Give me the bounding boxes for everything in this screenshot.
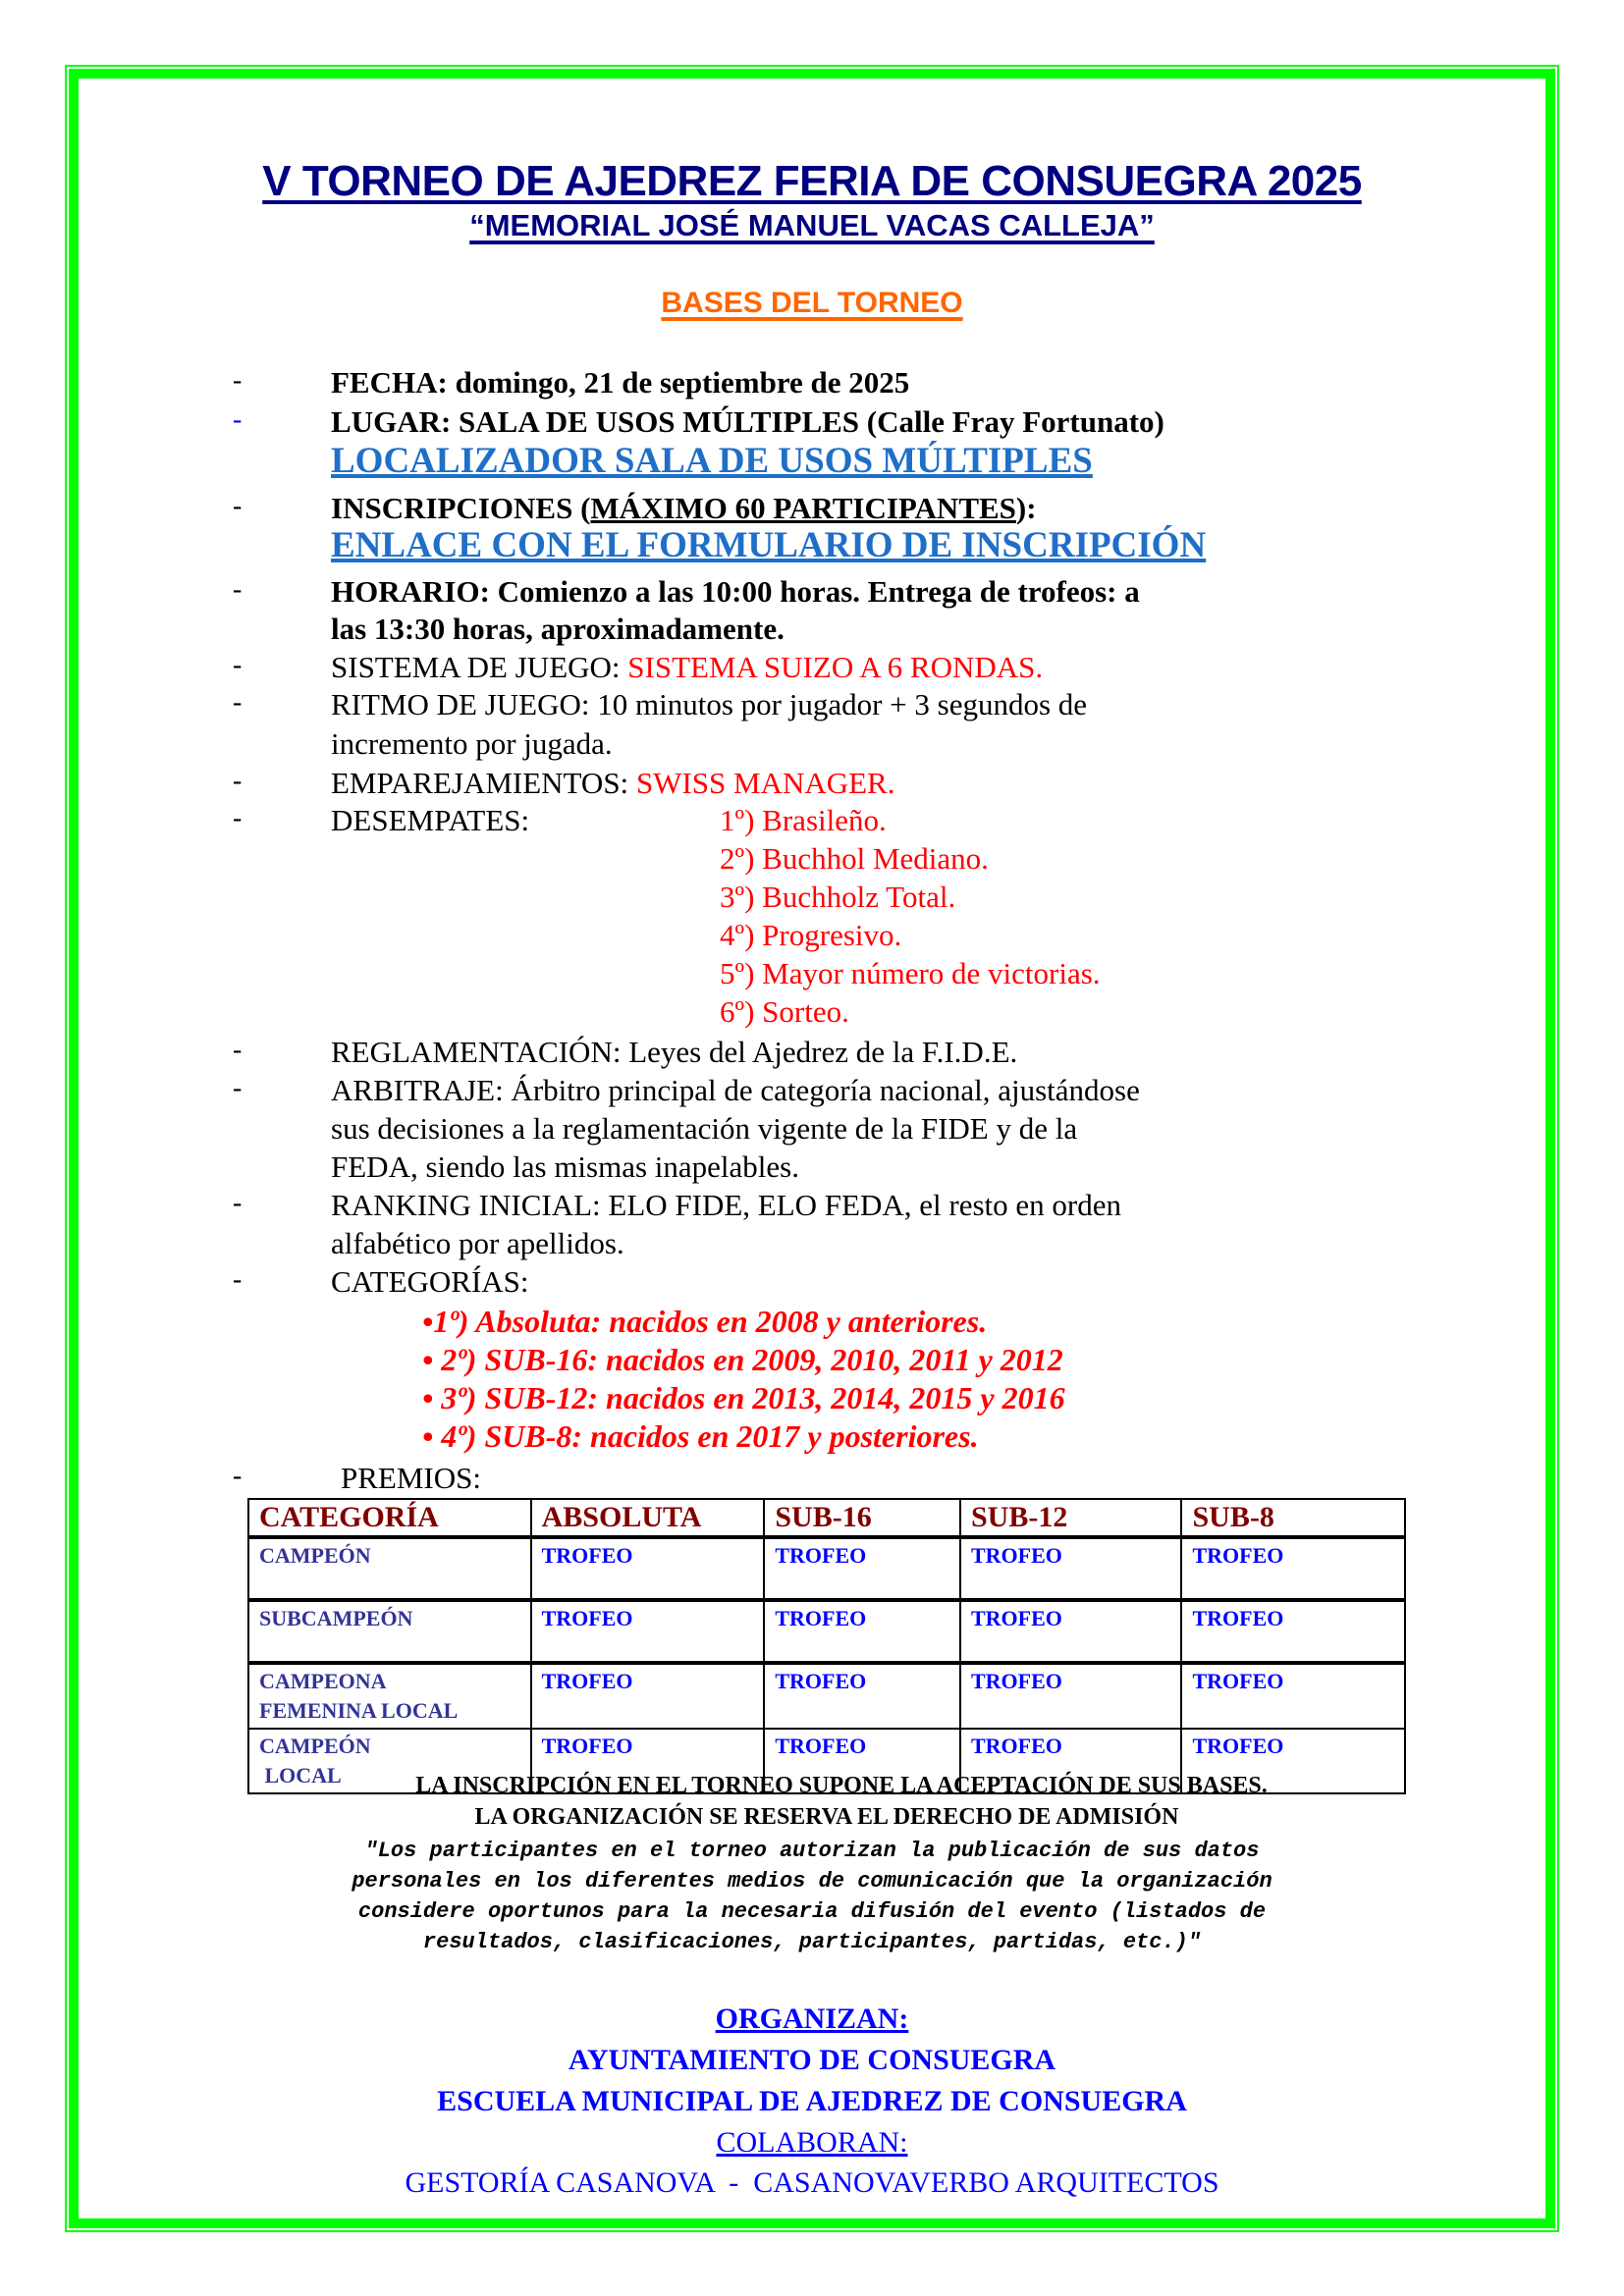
list-dash: -: [233, 1188, 243, 1218]
table-row: [248, 1600, 1405, 1663]
sistema-item: SISTEMA DE JUEGO: SISTEMA SUIZO A 6 RONDAS.: [331, 650, 1044, 684]
collaborators-heading: COLABORAN:: [716, 2126, 908, 2159]
acceptance-notice: LA INSCRIPCIÓN EN EL TORNEO SUPONE LA ACEPTACIÓN DE SUS BASES.: [415, 1773, 1268, 1798]
table-header-cell: SUB-8: [1181, 1499, 1405, 1537]
list-dash: -: [233, 650, 243, 680]
arbitraje-item-continued: FEDA, siendo las mismas inapelables.: [331, 1149, 799, 1184]
prize-cell: TROFEO: [1181, 1537, 1405, 1600]
horario-item: HORARIO: Comienzo a las 10:00 horas. Entrega de trofeos: a: [331, 574, 1140, 609]
organizers-heading: ORGANIZAN:: [715, 2002, 909, 2035]
prize-cell: TROFEO: [960, 1600, 1182, 1663]
tiebreak-entry: 4º) Progresivo.: [720, 918, 902, 952]
category-entry: • 3º) SUB-12: nacidos en 2013, 2014, 2015 y 2016: [422, 1380, 1065, 1415]
ranking-item-continued: alfabético por apellidos.: [331, 1226, 624, 1260]
list-dash: -: [233, 491, 243, 521]
categorias-item: CATEGORÍAS:: [331, 1264, 529, 1299]
admission-notice: LA ORGANIZACIÓN SE RESERVA EL DERECHO DE ADMISIÓN: [474, 1804, 1179, 1830]
category-entry: • 2º) SUB-16: nacidos en 2009, 2010, 2011 y 2012: [422, 1342, 1063, 1377]
list-dash: -: [233, 404, 243, 435]
prize-cell: TROFEO: [531, 1600, 765, 1663]
registration-form-link[interactable]: ENLACE CON EL FORMULARIO DE INSCRIPCIÓN: [331, 525, 1207, 565]
prize-cell: TROFEO: [531, 1729, 765, 1793]
prize-cell: TROFEO: [960, 1663, 1182, 1729]
prize-cell: TROFEO: [764, 1600, 960, 1663]
table-row: [248, 1537, 1405, 1600]
tiebreak-entry: 5º) Mayor número de victorias.: [720, 956, 1101, 990]
table-header-cell: SUB-16: [764, 1499, 960, 1537]
prize-cell: TROFEO: [531, 1537, 765, 1600]
document-subtitle: “MEMORIAL JOSÉ MANUEL VACAS CALLEJA”: [469, 208, 1155, 242]
category-entry: •1º) Absoluta: nacidos en 2008 y anteriores.: [422, 1304, 988, 1339]
list-dash: -: [233, 365, 243, 396]
fecha-item: FECHA: domingo, 21 de septiembre de 2025: [331, 365, 910, 400]
privacy-statement: "Los participantes en el torneo autorizan la publicación de sus datos personales en los diferentes medios de comunicación que la organización considere oportunos para la necesaria difusión del evento (listados de resultados, clasificaciones, participantes, partidas, etc.)": [352, 1839, 1272, 1954]
section-heading: BASES DEL TORNEO: [661, 287, 963, 319]
inscripciones-item: INSCRIPCIONES (MÁXIMO 60 PARTICIPANTES):: [331, 491, 1037, 525]
tiebreak-entry: 3º) Buchholz Total.: [720, 880, 956, 914]
row-label: CAMPEÓN LOCAL: [248, 1729, 531, 1793]
tiebreak-entry: 6º) Sorteo.: [720, 994, 849, 1029]
list-dash: -: [233, 574, 243, 605]
ranking-item: RANKING INICIAL: ELO FIDE, ELO FEDA, el resto en orden: [331, 1188, 1121, 1222]
row-label: SUBCAMPEÓN: [248, 1600, 531, 1663]
list-dash: -: [233, 803, 243, 833]
list-dash: -: [233, 1035, 243, 1065]
prizes-table: [247, 1498, 1406, 1794]
prize-cell: TROFEO: [531, 1663, 765, 1729]
prize-cell: TROFEO: [764, 1729, 960, 1793]
prize-cell: TROFEO: [764, 1663, 960, 1729]
prize-cell: TROFEO: [960, 1729, 1182, 1793]
category-entry: • 4º) SUB-8: nacidos en 2017 y posteriores.: [422, 1418, 979, 1454]
emparejamientos-item: EMPAREJAMIENTOS: SWISS MANAGER.: [331, 766, 895, 800]
arbitraje-item: ARBITRAJE: Árbitro principal de categoría nacional, ajustándose: [331, 1073, 1140, 1107]
premios-item: PREMIOS:: [341, 1461, 481, 1495]
prize-cell: TROFEO: [1181, 1729, 1405, 1793]
organizer-entry: ESCUELA MUNICIPAL DE AJEDREZ DE CONSUEGRA: [437, 2085, 1187, 2117]
desempates-item: DESEMPATES:: [331, 803, 530, 837]
list-dash: -: [233, 1461, 243, 1491]
horario-item-continued: las 13:30 horas, aproximadamente.: [331, 612, 785, 646]
list-dash: -: [233, 687, 243, 718]
reglamentacion-item: REGLAMENTACIÓN: Leyes del Ajedrez de la F.I.D.E.: [331, 1035, 1018, 1069]
prize-cell: TROFEO: [764, 1537, 960, 1600]
prize-cell: TROFEO: [1181, 1663, 1405, 1729]
document-title: V TORNEO DE AJEDREZ FERIA DE CONSUEGRA 2025: [262, 157, 1362, 205]
lugar-item: LUGAR: SALA DE USOS MÚLTIPLES (Calle Fray Fortunato): [331, 404, 1164, 439]
prize-cell: TROFEO: [1181, 1600, 1405, 1663]
arbitraje-item-continued: sus decisiones a la reglamentación vigente de la FIDE y de la: [331, 1111, 1078, 1146]
ritmo-item: RITMO DE JUEGO: 10 minutos por jugador + 3 segundos de: [331, 687, 1088, 721]
table-header-cell: ABSOLUTA: [531, 1499, 765, 1537]
ritmo-item-continued: incremento por jugada.: [331, 726, 613, 761]
prize-cell: TROFEO: [960, 1537, 1182, 1600]
table-row: [248, 1663, 1405, 1729]
table-header-cell: SUB-12: [960, 1499, 1182, 1537]
collaborators-list: GESTORÍA CASANOVA - CASANOVAVERBO ARQUITECTOS: [405, 2166, 1219, 2199]
tiebreak-entry: 2º) Buchhol Mediano.: [720, 841, 989, 876]
list-dash: -: [233, 1264, 243, 1295]
list-dash: -: [233, 1073, 243, 1103]
lugar-locator-link[interactable]: LOCALIZADOR SALA DE USOS MÚLTIPLES: [331, 441, 1093, 481]
organizer-entry: AYUNTAMIENTO DE CONSUEGRA: [568, 2044, 1056, 2076]
row-label: CAMPEONA FEMENINA LOCAL: [248, 1663, 531, 1729]
list-dash: -: [233, 766, 243, 796]
table-header-cell: CATEGORÍA: [248, 1499, 531, 1537]
table-header-row: [248, 1499, 1405, 1537]
row-label: CAMPEÓN: [248, 1537, 531, 1600]
tiebreak-entry: 1º) Brasileño.: [720, 803, 887, 837]
